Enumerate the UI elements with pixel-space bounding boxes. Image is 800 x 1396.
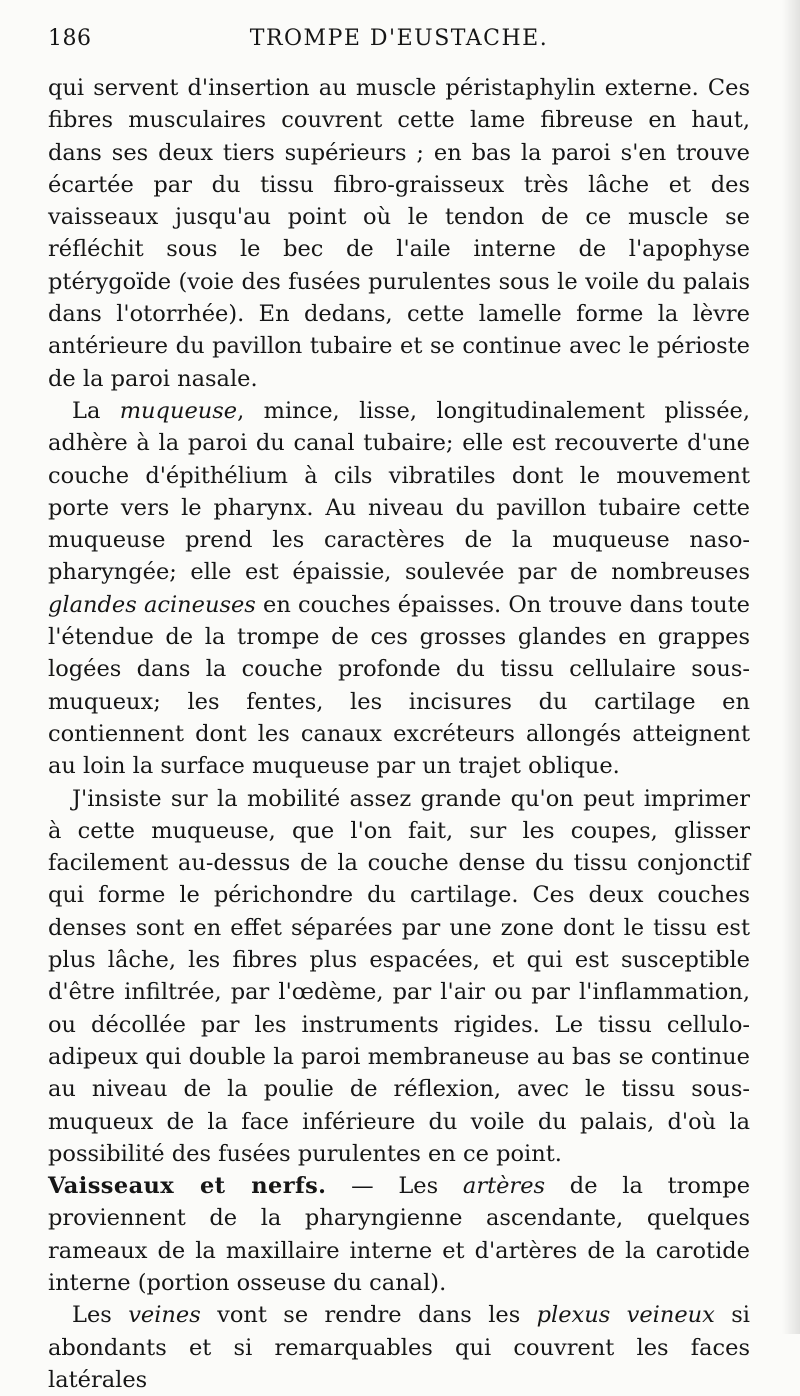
text-run: en couches épaisses. On trouve dans toute l'étendue de la trompe de ces grosses glandes en grappes logées dans la couche profonde du tissu cellulaire sous-muqueux; les fentes, les incisures du cartilage en contiennent dont les canaux excréteurs allongés atteignent au loin la surface muqueuse par un trajet oblique. xyxy=(48,591,750,780)
text-run: vont se rendre dans les xyxy=(200,1302,537,1329)
text-run: de la trompe proviennent de la pharyngienne ascendante, quelques rameaux de la maxillaire interne et d'artères de la carotide interne (portion osseuse du canal). xyxy=(48,1173,751,1296)
paragraph xyxy=(48,1299,750,1396)
paragraph xyxy=(48,72,750,395)
text-run: qui servent d'insertion au muscle péristaphylin externe. Ces fibres musculaires couvrent cette lame fibreuse en haut, dans ses deux tiers supérieurs ; en bas la paroi s'en trouve écartée par du tissu fibro-graisseux très lâche et des vaisseaux jusqu'au point où le tendon de ce muscle se réfléchit sous le bec de l'aile interne de l'apophyse ptérygoïde (voie des fusées purulentes sous le voile du palais dans l'otorrhée). En dedans, cette lamelle forme la lèvre antérieure du pavillon tubaire et se continue avec le périoste de la paroi nasale. xyxy=(48,75,750,392)
paragraph xyxy=(48,1170,750,1299)
body-text xyxy=(48,72,750,1396)
running-title: TROMPE D'EUSTACHE. xyxy=(249,26,549,51)
page-edge-shadow xyxy=(782,0,800,1334)
text-run: Les xyxy=(72,1302,129,1329)
italic-term: veines xyxy=(128,1302,201,1329)
italic-term: muqueuse xyxy=(119,397,238,424)
italic-term: artères xyxy=(462,1173,546,1200)
section-heading: Vaisseaux et nerfs. xyxy=(48,1173,327,1200)
text-run: si abondants et si remarquables qui couvrent les faces latérales xyxy=(48,1302,750,1393)
page-number: 186 xyxy=(48,26,92,51)
text-run: La xyxy=(72,397,120,424)
running-header xyxy=(48,26,750,72)
italic-term: glandes acineuses xyxy=(48,591,256,618)
paragraph xyxy=(48,395,750,783)
paragraph xyxy=(48,783,750,1171)
italic-term: plexus veineux xyxy=(536,1302,715,1329)
text-run: , mince, lisse, longitudinalement plissée, adhère à la paroi du canal tubaire; elle est recouverte d'une couche d'épithélium à cils vibratiles dont le mouvement porte vers le pharynx. Au niveau du pavillon tubaire cette muqueuse prend les caractères de la muqueuse naso-pharyngée; elle est épaissie, soulevée par de nombreuses xyxy=(48,397,750,586)
text-run: — Les xyxy=(326,1173,463,1200)
text-run: J'insiste sur la mobilité assez grande qu'on peut imprimer à cette muqueuse, que l'on fait, sur les coupes, glisser facilement au-dessus de la couche dense du tissu conjonctif qui forme le périchondre du cartilage. Ces deux couches denses sont en effet séparées par une zone dont le tissu est plus lâche, les fibres plus espacées, et qui est susceptible d'être infiltrée, par l'œdème, par l'air ou par l'inflammation, ou décollée par les instruments rigides. Le tissu cellulo-adipeux qui double la paroi membraneuse au bas se continue au niveau de la poulie de réflexion, avec le tissu sous-muqueux de la face inférieure du voile du palais, d'où la possibilité des fusées purulentes en ce point. xyxy=(48,785,750,1167)
